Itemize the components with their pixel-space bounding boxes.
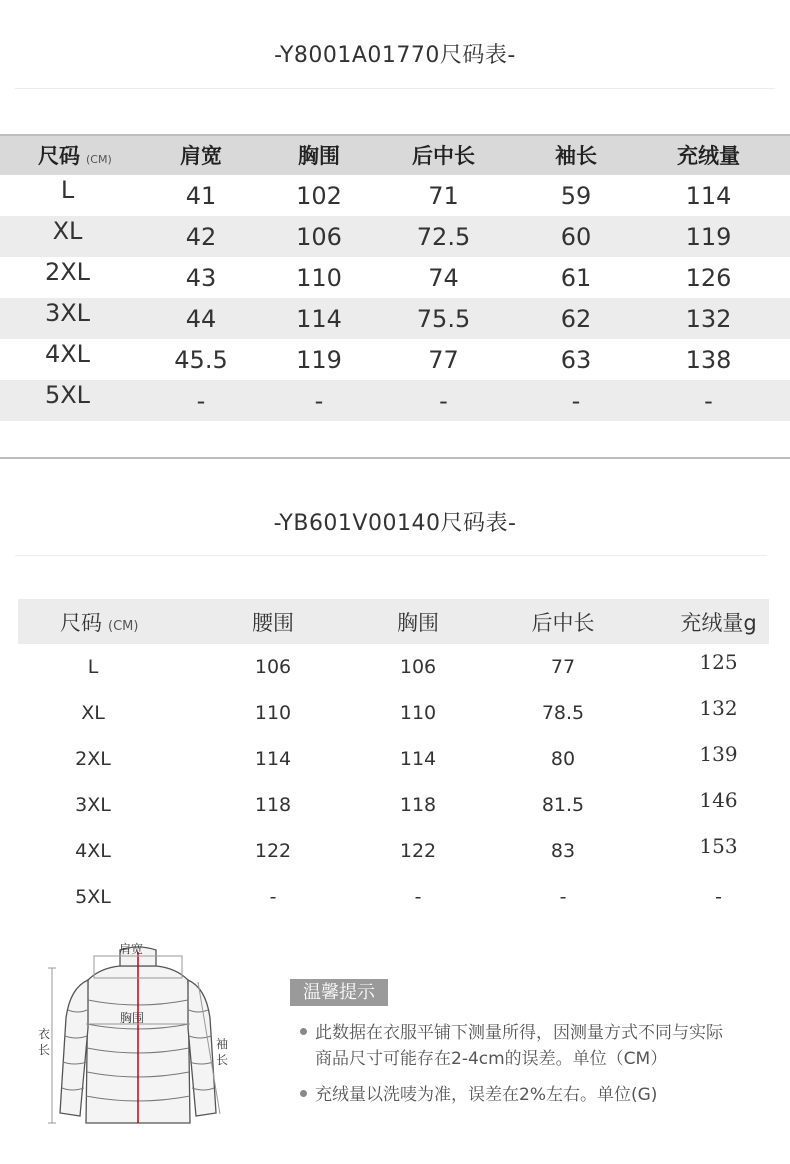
divider xyxy=(15,88,775,89)
cell-size: L xyxy=(87,656,99,678)
header-sleeve: 袖长 xyxy=(555,144,597,168)
cell-size: 4XL xyxy=(75,840,111,862)
cell: - xyxy=(314,386,324,415)
cell: 110 xyxy=(399,702,437,724)
cell: 114 xyxy=(254,748,292,770)
cell-size: XL xyxy=(81,702,105,724)
header-size: 尺码 (CM) xyxy=(60,610,139,635)
table-row xyxy=(0,216,790,257)
table2-title: -YB601V00140尺码表- xyxy=(273,511,517,536)
header-waist: 腰围 xyxy=(252,610,294,635)
table-row xyxy=(18,736,769,782)
cell-size: 2XL xyxy=(44,257,91,286)
cell: 71 xyxy=(428,181,459,210)
header-size: 尺码 (CM) xyxy=(38,144,112,168)
cell: 62 xyxy=(560,304,592,333)
cell: 114 xyxy=(399,748,437,770)
cell: 106 xyxy=(254,656,292,678)
table-top-border xyxy=(0,134,790,136)
cell: 43 xyxy=(185,263,217,292)
cell: 77 xyxy=(550,656,576,678)
table1-title: -Y8001A01770尺码表- xyxy=(274,43,516,68)
table-header-row xyxy=(0,135,790,175)
cell: - xyxy=(196,386,206,415)
cell: - xyxy=(571,386,581,415)
cell: 106 xyxy=(296,222,342,251)
cell: 110 xyxy=(296,263,342,292)
table-row xyxy=(0,339,790,380)
tip-line: 此数据在衣服平铺下测量所得，因测量方式不同与实际 xyxy=(300,1021,723,1045)
cell: 110 xyxy=(254,702,292,724)
jacket-outline-icon xyxy=(38,938,238,1138)
cell: - xyxy=(269,886,277,908)
cell: 78.5 xyxy=(541,702,585,724)
cell-size: 5XL xyxy=(75,886,111,908)
cell: 106 xyxy=(399,656,437,678)
table-row xyxy=(18,782,769,828)
cell: 138 xyxy=(685,345,732,374)
cell-size: 3XL xyxy=(44,298,91,327)
length-label: 衣长 xyxy=(38,1027,51,1057)
cell-size: XL xyxy=(52,216,83,245)
tip-line: 商品尺寸可能存在2-4cm的误差。单位（CM） xyxy=(315,1049,668,1069)
table-row xyxy=(18,690,769,736)
cell: - xyxy=(559,886,567,908)
cell: 146 xyxy=(699,788,738,812)
divider xyxy=(15,555,767,556)
cell: 125 xyxy=(699,650,738,674)
tip-line: 充绒量以洗唛为准，误差在2%左右。单位(G) xyxy=(300,1083,657,1107)
table-row xyxy=(18,828,769,874)
section-divider xyxy=(0,457,790,459)
cell: 83 xyxy=(550,840,576,862)
cell: 61 xyxy=(560,263,592,292)
cell-size: 2XL xyxy=(75,748,111,770)
jacket-diagram xyxy=(38,938,238,1138)
header-chest: 胸围 xyxy=(298,144,340,168)
cell-size: 3XL xyxy=(75,794,111,816)
cell-size: 4XL xyxy=(44,339,91,368)
header-chest: 胸围 xyxy=(397,610,439,635)
header-fill: 充绒量 xyxy=(677,144,740,168)
cell: 74 xyxy=(428,263,459,292)
cell: 126 xyxy=(685,263,732,292)
cell: 42 xyxy=(185,222,217,251)
cell: - xyxy=(704,386,713,415)
shoulder-label: 肩宽 xyxy=(119,942,144,956)
header-shoulder: 肩宽 xyxy=(180,144,222,168)
size-table-1 xyxy=(0,135,790,421)
cell: 114 xyxy=(685,181,732,210)
cell: 118 xyxy=(399,794,437,816)
table-row xyxy=(18,644,769,690)
cell: 153 xyxy=(699,834,738,858)
cell: 59 xyxy=(560,181,592,210)
cell: 80 xyxy=(550,748,576,770)
cell: - xyxy=(439,386,448,415)
cell: 139 xyxy=(699,742,738,766)
cell: 102 xyxy=(296,181,342,210)
table-row xyxy=(0,380,790,421)
cell-size: L xyxy=(60,175,75,204)
cell: 122 xyxy=(399,840,437,862)
cell: 63 xyxy=(560,345,592,374)
bullet-icon xyxy=(300,1028,307,1035)
tips-badge: 温馨提示 xyxy=(290,979,388,1006)
cell: 75.5 xyxy=(416,304,471,333)
cell: 114 xyxy=(296,304,342,333)
header-fill: 充绒量g xyxy=(680,610,757,635)
cell: 45.5 xyxy=(174,345,228,374)
table-row xyxy=(0,298,790,339)
cell: 118 xyxy=(254,794,292,816)
table-row xyxy=(18,874,769,920)
cell: 41 xyxy=(185,181,217,210)
sleeve-label: 袖长 xyxy=(216,1037,229,1067)
cell: 44 xyxy=(185,304,217,333)
cell: - xyxy=(414,886,422,908)
chest-label: 胸围 xyxy=(120,1011,145,1025)
cell: 81.5 xyxy=(541,794,585,816)
table-row xyxy=(0,257,790,298)
cell: 132 xyxy=(699,696,738,720)
cell: 77 xyxy=(428,345,459,374)
cell: 119 xyxy=(685,222,732,251)
cell: 72.5 xyxy=(416,222,471,251)
table-header-row xyxy=(18,599,769,644)
header-back-length: 后中长 xyxy=(412,144,475,168)
table-row xyxy=(0,175,790,216)
bullet-icon xyxy=(300,1090,307,1097)
header-back-length: 后中长 xyxy=(531,610,595,635)
cell-size: 5XL xyxy=(44,380,91,409)
cell: - xyxy=(715,886,722,908)
cell: 132 xyxy=(685,304,732,333)
size-table-2 xyxy=(18,599,769,920)
cell: 122 xyxy=(254,840,292,862)
cell: 119 xyxy=(296,345,342,374)
cell: 60 xyxy=(560,222,592,251)
